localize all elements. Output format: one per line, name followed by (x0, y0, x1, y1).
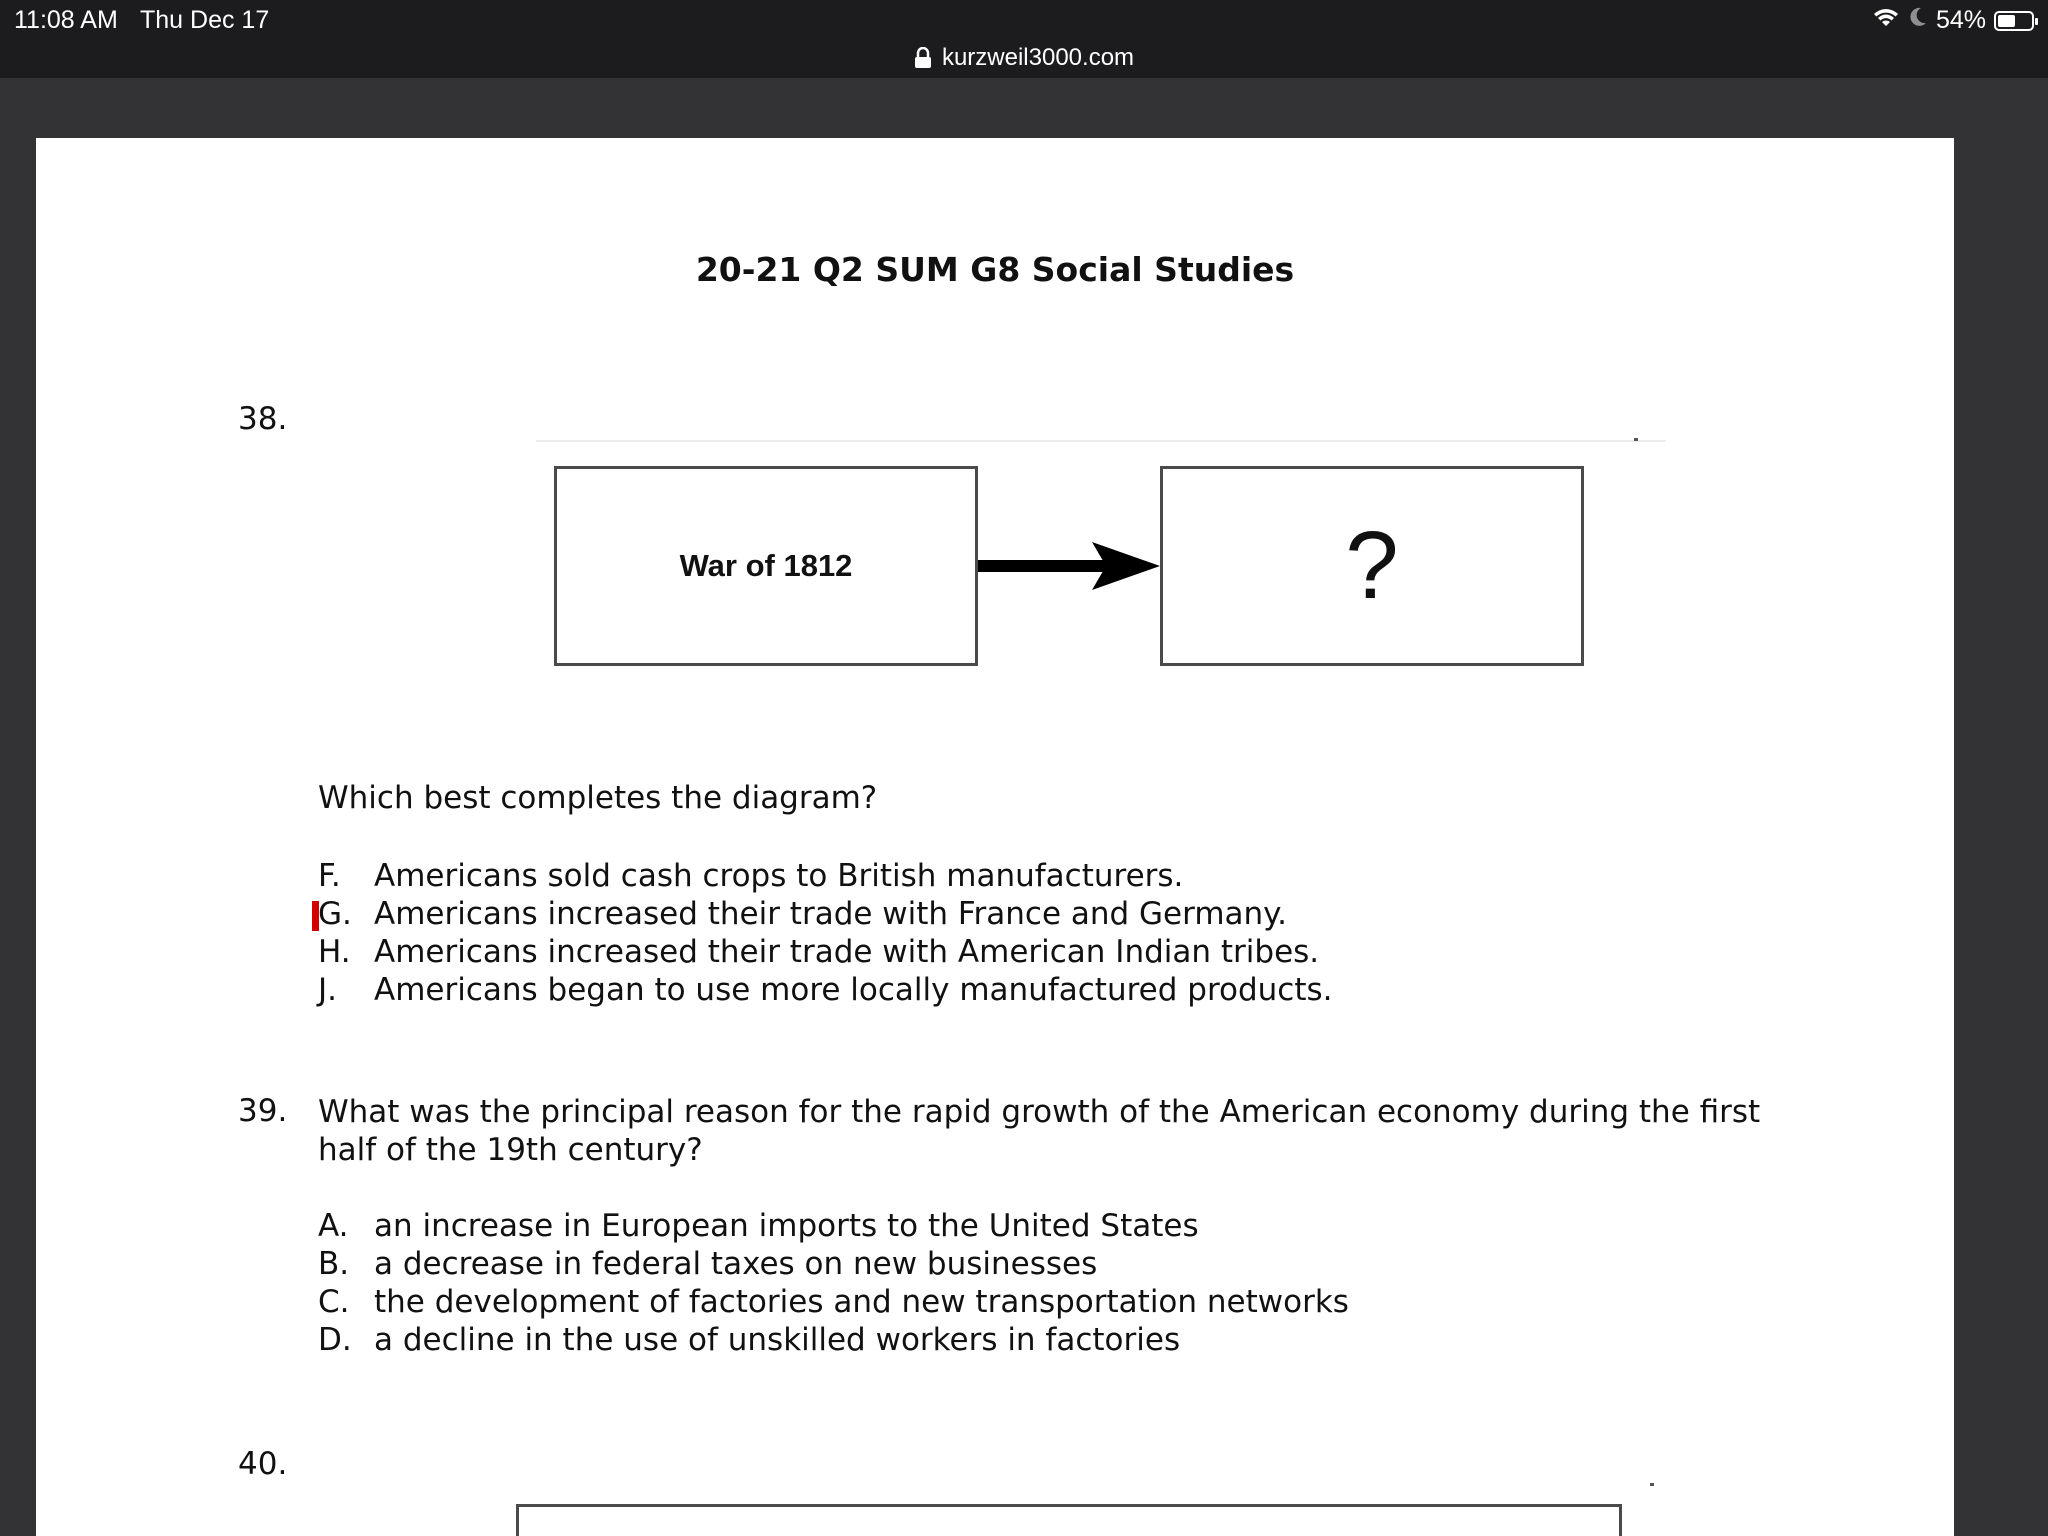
status-date: Thu Dec 17 (140, 6, 270, 34)
choice-letter: H. (318, 934, 351, 970)
choice-text: a decline in the use of unskilled workers in factories (374, 1322, 1181, 1358)
choice-text: Americans began to use more locally manufactured products. (374, 972, 1333, 1008)
choice-text: the development of factories and new transportation networks (374, 1284, 1349, 1320)
choice-letter: F. (318, 858, 341, 894)
status-time: 11:08 AM (14, 6, 118, 34)
choice-letter: D. (318, 1322, 352, 1358)
question-number: 40. (238, 1446, 288, 1482)
choice-text: a decrease in federal taxes on new businesses (374, 1246, 1098, 1282)
divider (536, 440, 1666, 442)
diagram-box (516, 1504, 1622, 1536)
choice-letter: A. (318, 1208, 349, 1244)
answer-choice-d[interactable] (318, 1322, 1180, 1358)
lock-icon (914, 47, 936, 69)
choice-text: Americans increased their trade with American Indian tribes. (374, 934, 1320, 970)
url-bar[interactable] (0, 38, 2048, 78)
question-prompt: Which best completes the diagram? (318, 780, 878, 816)
choice-text: Americans increased their trade with France and Germany. (374, 896, 1287, 932)
wifi-icon (1872, 6, 1900, 35)
choice-letter: J. (318, 972, 337, 1008)
scan-mark (1650, 1483, 1654, 1486)
answer-choice-f[interactable] (318, 858, 1183, 894)
choice-letter: B. (318, 1246, 350, 1282)
diagram-left-box (554, 466, 978, 666)
question-prompt-line1: What was the principal reason for the rapid growth of the American economy during the first (318, 1094, 1761, 1130)
url-text[interactable]: kurzweil3000.com (941, 44, 1135, 71)
choice-letter: C. (318, 1284, 350, 1320)
answer-choice-g[interactable] (318, 896, 1287, 932)
diagram-right-box (1160, 466, 1584, 666)
answer-choice-j[interactable] (318, 972, 1333, 1008)
battery-fill (1998, 15, 2015, 27)
scan-mark (1634, 438, 1638, 441)
choice-text: Americans sold cash crops to British manufacturers. (374, 858, 1184, 894)
status-bar (0, 0, 2048, 40)
diagram-arrow (978, 538, 1160, 594)
answer-choice-c[interactable] (318, 1284, 1349, 1320)
diagram-left-label: War of 1812 (679, 548, 853, 583)
question-number: 38. (238, 401, 288, 437)
page-title: 20-21 Q2 SUM G8 Social Studies (695, 250, 1295, 289)
document-page (36, 138, 1954, 1536)
battery-icon (1994, 11, 2034, 31)
answer-choice-h[interactable] (318, 934, 1319, 970)
answer-choice-b[interactable] (318, 1246, 1097, 1282)
choice-text: an increase in European imports to the United States (374, 1208, 1199, 1244)
moon-icon (1908, 6, 1928, 35)
question-number: 39. (238, 1093, 288, 1129)
battery-cap (2035, 18, 2038, 25)
choice-letter: G. (318, 896, 352, 932)
diagram-question-mark: ? (1345, 512, 1399, 619)
question-prompt-line2: half of the 19th century? (318, 1132, 703, 1168)
battery-percent: 54% (1935, 6, 1986, 34)
answer-choice-a[interactable] (318, 1208, 1199, 1244)
status-indicators (1872, 6, 2034, 35)
